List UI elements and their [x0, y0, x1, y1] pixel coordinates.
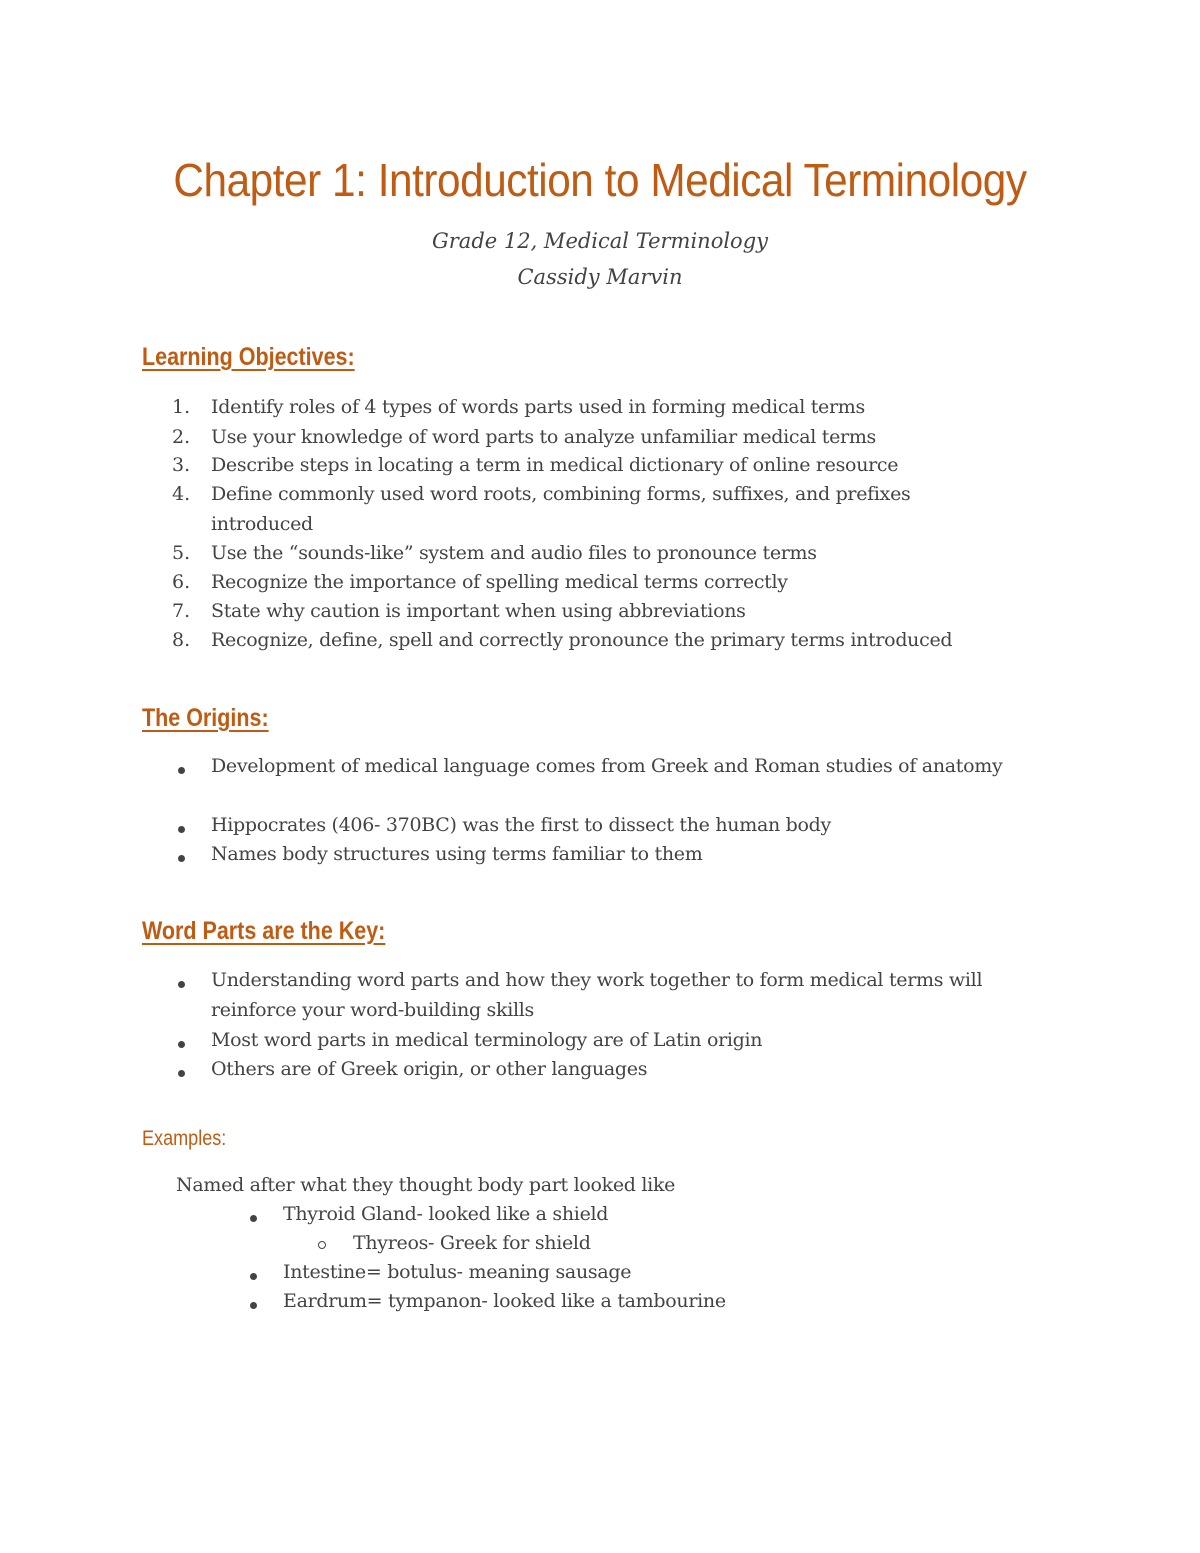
author-name: Cassidy Marvin — [517, 265, 683, 289]
list-number: 8. — [172, 629, 191, 651]
objective-item: Recognize the importance of spelling medical terms correctly — [211, 571, 788, 593]
objective-item: Use the “sounds-like” system and audio files to pronounce terms — [211, 542, 817, 564]
learning-objectives-heading: Learning Objectives: — [142, 343, 355, 371]
word-parts-item: Most word parts in medical terminology are of Latin origin — [211, 1029, 763, 1051]
examples-intro: Named after what they thought body part looked like — [176, 1174, 676, 1196]
objective-item: Define commonly used word roots, combining forms, suffixes, and prefixes introduced — [211, 483, 911, 535]
document-title: Chapter 1: Introduction to Medical Terminology — [173, 154, 1027, 206]
bullet-icon — [178, 767, 185, 774]
origins-heading: The Origins: — [142, 704, 269, 732]
objective-item: Use your knowledge of word parts to analyze unfamiliar medical terms — [211, 426, 877, 448]
bullet-icon — [250, 1215, 257, 1222]
origins-item: Development of medical language comes from Greek and Roman studies of anatomy — [211, 755, 1003, 777]
course-subtitle: Grade 12, Medical Terminology — [431, 229, 769, 253]
example-item: Intestine= botulus- meaning sausage — [283, 1261, 632, 1283]
origins-item: Names body structures using terms familiar to them — [211, 843, 703, 865]
list-number: 5. — [172, 542, 191, 564]
list-number: 3. — [172, 454, 191, 476]
objective-item: State why caution is important when using abbreviations — [211, 600, 746, 622]
list-number: 4. — [172, 483, 191, 505]
bullet-icon — [178, 1041, 185, 1048]
list-number: 1. — [172, 396, 191, 418]
list-number: 2. — [172, 426, 191, 448]
list-number: 6. — [172, 571, 191, 593]
bullet-icon — [178, 1070, 185, 1077]
word-parts-item: Understanding word parts and how they work together to form medical terms will reinforce your word-building skills — [211, 969, 983, 1021]
example-subitem: Thyreos- Greek for shield — [353, 1232, 591, 1254]
word-parts-heading: Word Parts are the Key: — [142, 917, 386, 945]
examples-heading: Examples: — [142, 1127, 227, 1150]
bullet-icon — [250, 1273, 257, 1280]
bullet-icon — [250, 1302, 257, 1309]
objective-item: Identify roles of 4 types of words parts used in forming medical terms — [211, 396, 865, 418]
list-number: 7. — [172, 600, 191, 622]
word-parts-item: Others are of Greek origin, or other languages — [211, 1058, 648, 1080]
example-item: Thyroid Gland- looked like a shield — [283, 1203, 609, 1225]
hollow-bullet-icon — [318, 1241, 326, 1249]
example-item: Eardrum= tympanon- looked like a tambourine — [283, 1290, 726, 1312]
bullet-icon — [178, 826, 185, 833]
origins-item: Hippocrates (406- 370BC) was the first to dissect the human body — [211, 814, 831, 836]
bullet-icon — [178, 981, 185, 988]
objective-item: Recognize, define, spell and correctly pronounce the primary terms introduced — [211, 629, 953, 651]
objective-item: Describe steps in locating a term in medical dictionary of online resource — [211, 454, 899, 476]
bullet-icon — [178, 855, 185, 862]
